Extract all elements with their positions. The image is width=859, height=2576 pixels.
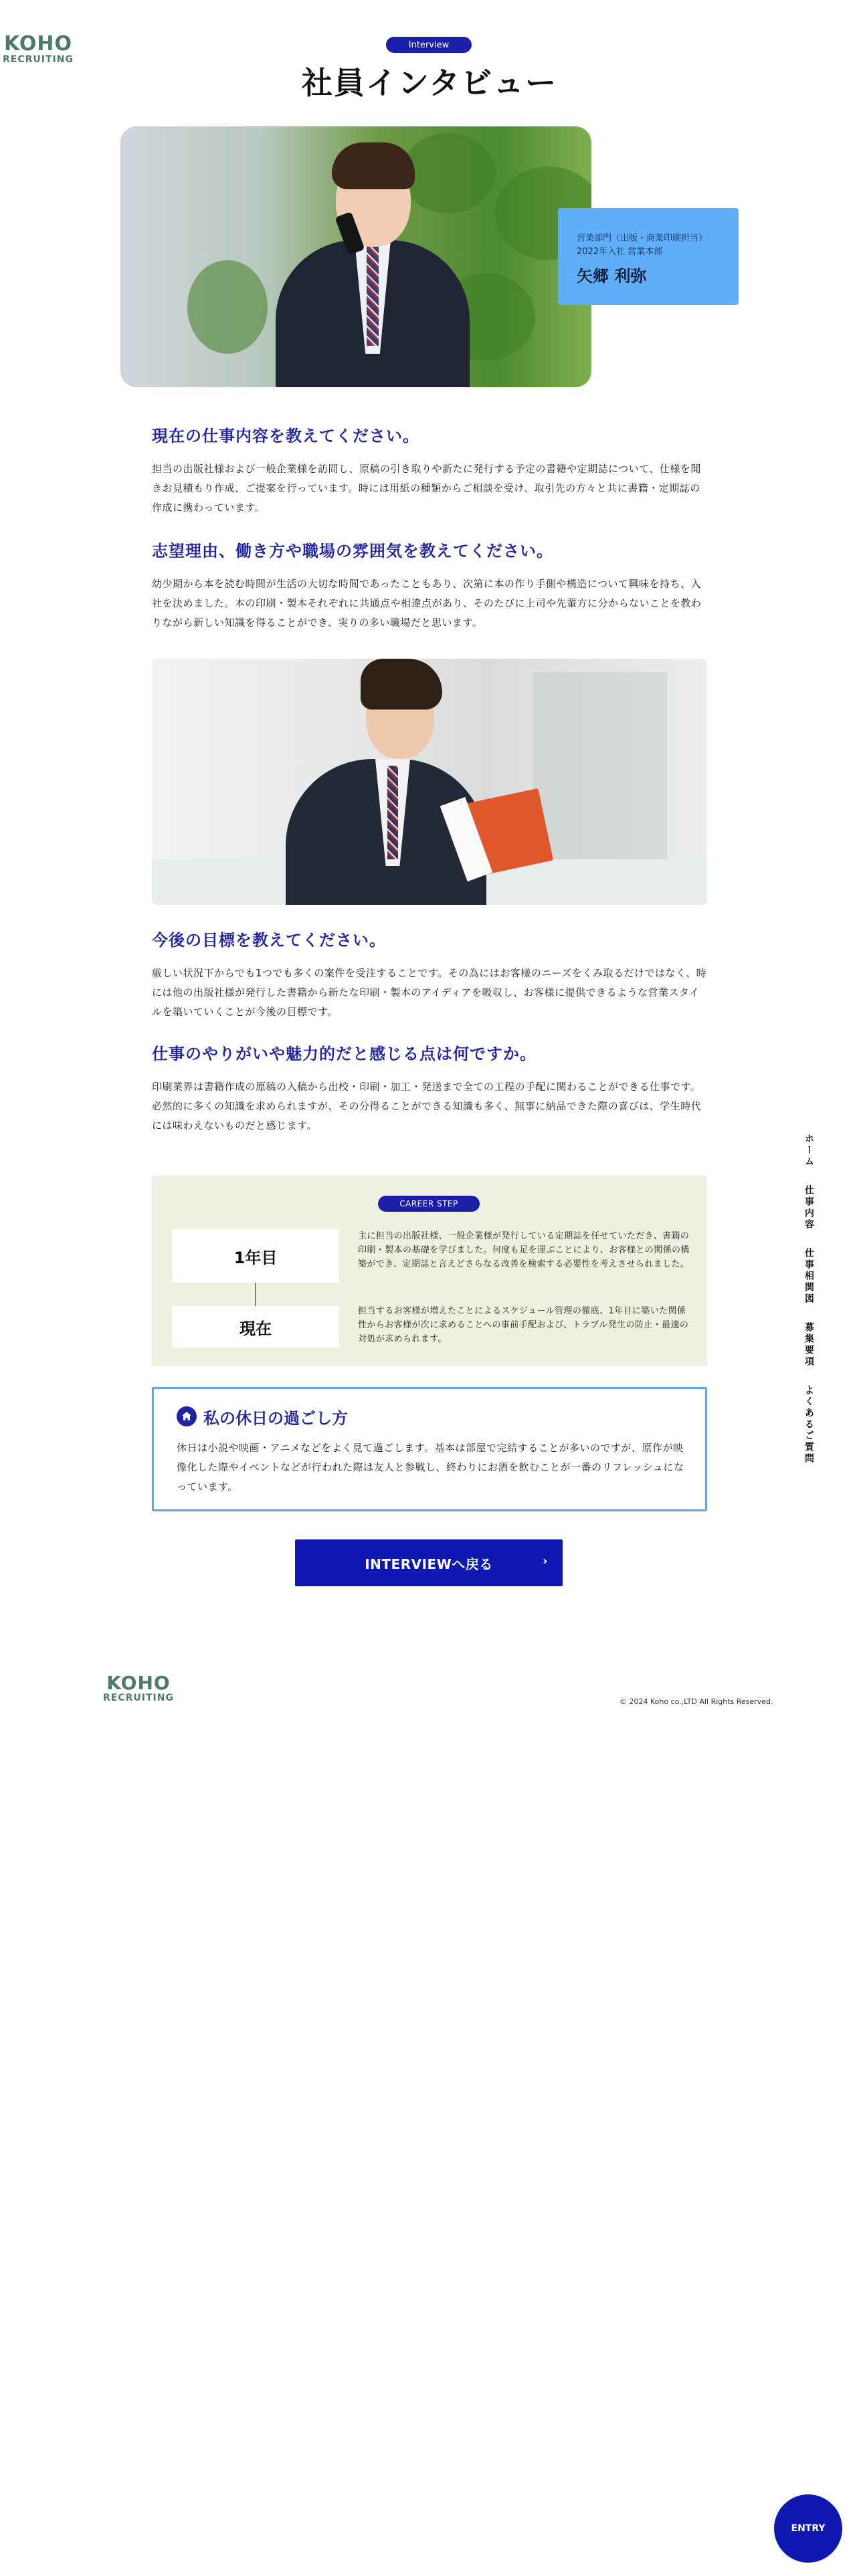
logo-subtitle: RECRUITING bbox=[103, 1693, 174, 1703]
profile-name: 矢郷 利弥 bbox=[577, 267, 647, 286]
profile-joined-year: 2022年入社 営業本部 bbox=[577, 247, 663, 257]
qa-section-rewards bbox=[152, 1041, 707, 1136]
career-step-connector bbox=[255, 1283, 256, 1306]
back-to-interview-button[interactable] bbox=[295, 1539, 563, 1586]
section-body: 担当の出版社様および一般企業様を訪問し、原稿の引き取りや新たに発行する予定の書籍や定期誌について、仕様を聞きお見積もり作成、ご提案を行っています。時には用紙の種類からご相談を受け、取引先の方々と共に書籍・定期誌の作成に携わっています。 bbox=[152, 463, 701, 514]
holiday-box bbox=[152, 1387, 707, 1511]
section-body: 厳しい状況下からでも1つでも多くの案件を受注することです。その為にはお客様のニーズをくみ取るだけではなく、時には他の出版社様が発行した書籍から新たな印刷・製本のアイディアを吸収し、お客様に提供できるような営業スタイルを築いていくことが今後の目標です。 bbox=[152, 967, 707, 1018]
employee-profile-card bbox=[558, 208, 739, 305]
section-heading: 現在の仕事内容を教えてください。 bbox=[152, 427, 419, 445]
logo-mark: KOHO bbox=[106, 1672, 171, 1694]
copyright: © 2024 Koho co.,LTD All Rights Reserved. bbox=[619, 1697, 773, 1706]
back-button-label: INTERVIEWへ戻る bbox=[365, 1555, 493, 1572]
career-step-first-year-desc: 主に担当の出版社様、一般企業様が発行している定期誌を任せていただき、書籍の印刷・製本の基礎を学びました。何度も足を運ぶことにより、お客様との関係の構築ができ、定期誌と言えどさらなる改善を検索する必要性を考えさせられました。 bbox=[358, 1231, 690, 1269]
page-title: 社員インタビュー bbox=[301, 65, 558, 101]
section-heading: 仕事のやりがいや魅力的だと感じる点は何ですか。 bbox=[152, 1045, 537, 1063]
employee-reading-photo bbox=[152, 659, 707, 905]
career-step-current-desc: 担当するお客様が増えたことによるスケジュール管理の徹底、1年目に築いた関係性からお客様が次に求めることへの事前手配および、トラブル発生の防止・最適の対処が求められます。 bbox=[358, 1306, 689, 1344]
profile-department: 営業部門（出版・商業印刷担当） bbox=[577, 233, 708, 243]
logo-subtitle: RECRUITING bbox=[3, 54, 74, 65]
section-heading: 志望理由、働き方や職場の雰囲気を教えてください。 bbox=[152, 542, 553, 560]
section-body: 印刷業界は書籍作成の原稿の入稿から出校・印刷・加工・発送まで全ての工程の手配に関わることができる仕事です。必然的に多くの知識を求められますが、その分得ることができる知識も多く、無事に納品できた際の喜びは、学生時代には味わえないものだと感じます。 bbox=[152, 1081, 702, 1132]
home-icon bbox=[177, 1406, 197, 1426]
holiday-body: 休日は小説や映画・アニメなどをよく見て過ごします。基本は部屋で完結することが多いのですが、原作が映像化した際やイベントなどが行われた際は友人と参戦し、終わりにお酒を飲むことが一番のリフレッシュになっています。 bbox=[177, 1442, 684, 1493]
entry-button[interactable]: ENTRY bbox=[774, 2494, 842, 2563]
hero-photo bbox=[120, 126, 591, 387]
qa-section-goals bbox=[152, 927, 707, 1022]
side-nav-work-diagram[interactable]: 仕事相関図 bbox=[803, 1248, 814, 1305]
side-nav bbox=[800, 1134, 818, 1482]
side-nav-home[interactable]: ホーム bbox=[803, 1134, 814, 1168]
section-body: 幼少期から本を読む時間が生活の大切な時間であったこともあり、次第に本の作り手側や構造について興味を持ち、入社を決めました。本の印刷・製本それぞれに共通点や相違点があり、そのたびに上司や先輩方に分からないことを教わりながら新しい知識を得ることができ、実りの多い職場だと思います。 bbox=[152, 578, 702, 629]
side-nav-recruitment[interactable]: 募集要項 bbox=[803, 1322, 814, 1368]
interview-badge: Interview bbox=[386, 37, 472, 53]
career-step-box bbox=[152, 1176, 707, 1366]
footer-logo[interactable] bbox=[103, 1672, 174, 1703]
career-step-current: 現在 bbox=[172, 1306, 339, 1348]
qa-section-motivation bbox=[152, 538, 707, 633]
career-step-badge: CAREER STEP bbox=[378, 1196, 480, 1212]
section-heading: 今後の目標を教えてください。 bbox=[152, 931, 386, 950]
career-step-first-year: 1年目 bbox=[172, 1229, 339, 1283]
logo-mark: KOHO bbox=[3, 32, 72, 56]
holiday-title: 私の休日の過ごし方 bbox=[203, 1409, 348, 1428]
chevron-right-icon: › bbox=[543, 1554, 548, 1568]
side-nav-job-content[interactable]: 仕事内容 bbox=[803, 1185, 814, 1230]
qa-section-current-work bbox=[152, 423, 707, 518]
side-nav-faq[interactable]: よくあるご質問 bbox=[803, 1385, 814, 1465]
